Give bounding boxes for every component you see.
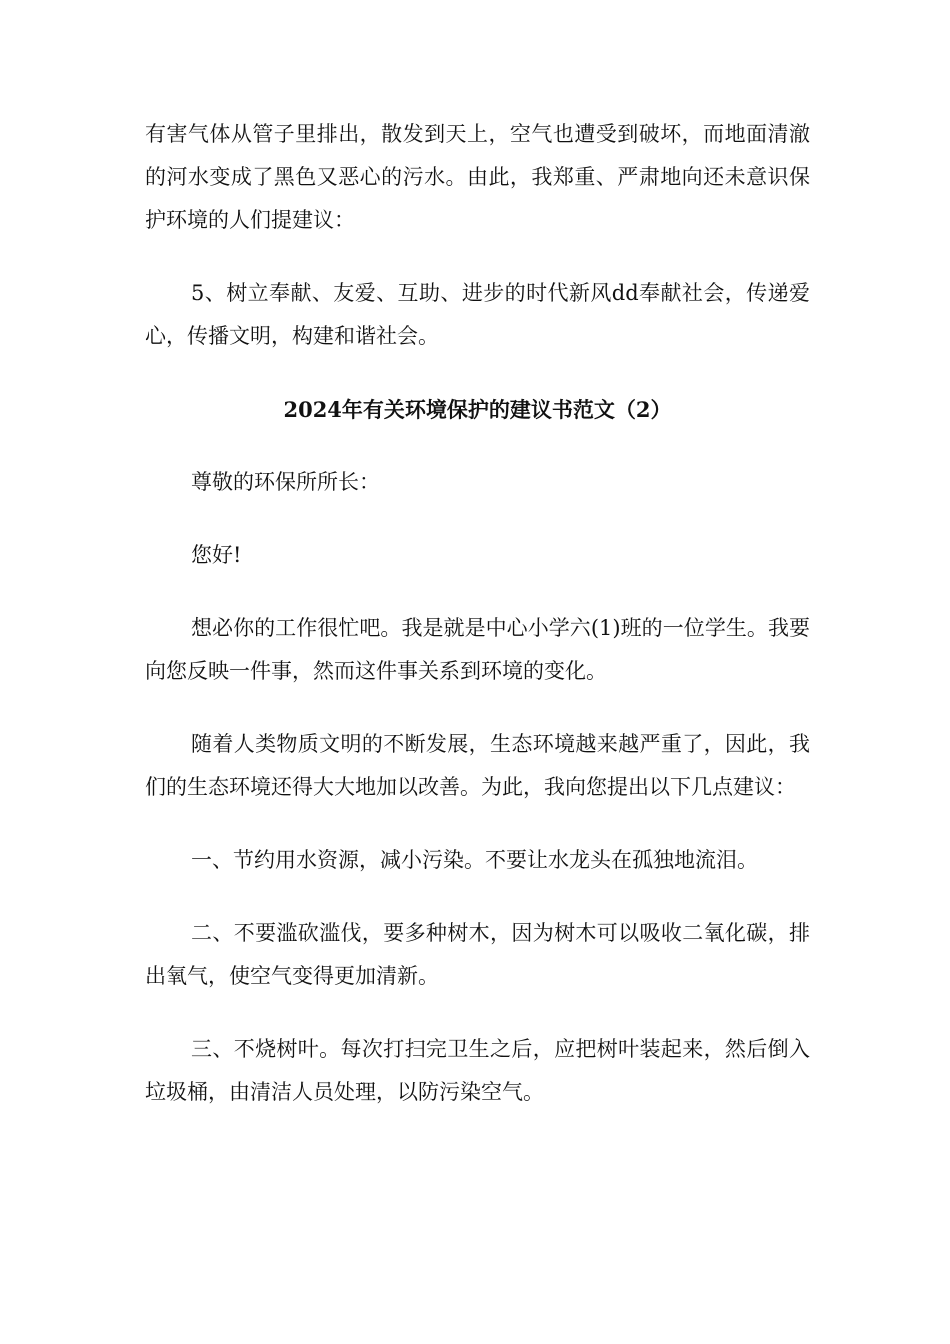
paragraph: 随着人类物质文明的不断发展，生态环境越来越严重了，因此，我们的生态环境还得大大地加以改善。为此，我向您提出以下几点建议： <box>145 732 810 799</box>
salutation: 尊敬的环保所所长： <box>191 470 380 494</box>
greeting: 您好! <box>191 543 242 567</box>
paragraph: 有害气体从管子里排出，散发到天上，空气也遭受到破坏，而地面清澈的河水变成了黑色又恶心的污水。由此，我郑重、严肃地向还未意识保护环境的人们提建议： <box>145 122 810 232</box>
paragraph: 想必你的工作很忙吧。我是就是中心小学六(1)班的一位学生。我要向您反映一件事，然而这件事关系到环境的变化。 <box>145 616 810 683</box>
paragraph: 5、树立奉献、友爱、互助、进步的时代新风dd奉献社会，传递爱心，传播文明，构建和谐社会。 <box>145 281 810 348</box>
section-title: 2024年有关环境保护的建议书范文（2） <box>283 397 672 422</box>
suggestion-item: 三、不烧树叶。每次打扫完卫生之后，应把树叶装起来，然后倒入垃圾桶，由清洁人员处理，以防污染空气。 <box>145 1037 810 1104</box>
suggestion-item: 一、节约用水资源，减小污染。不要让水龙头在孤独地流泪。 <box>191 848 758 872</box>
document-body <box>145 113 810 1144</box>
suggestion-item: 二、不要滥砍滥伐，要多种树木，因为树木可以吸收二氧化碳，排出氧气，使空气变得更加清新。 <box>145 921 810 988</box>
